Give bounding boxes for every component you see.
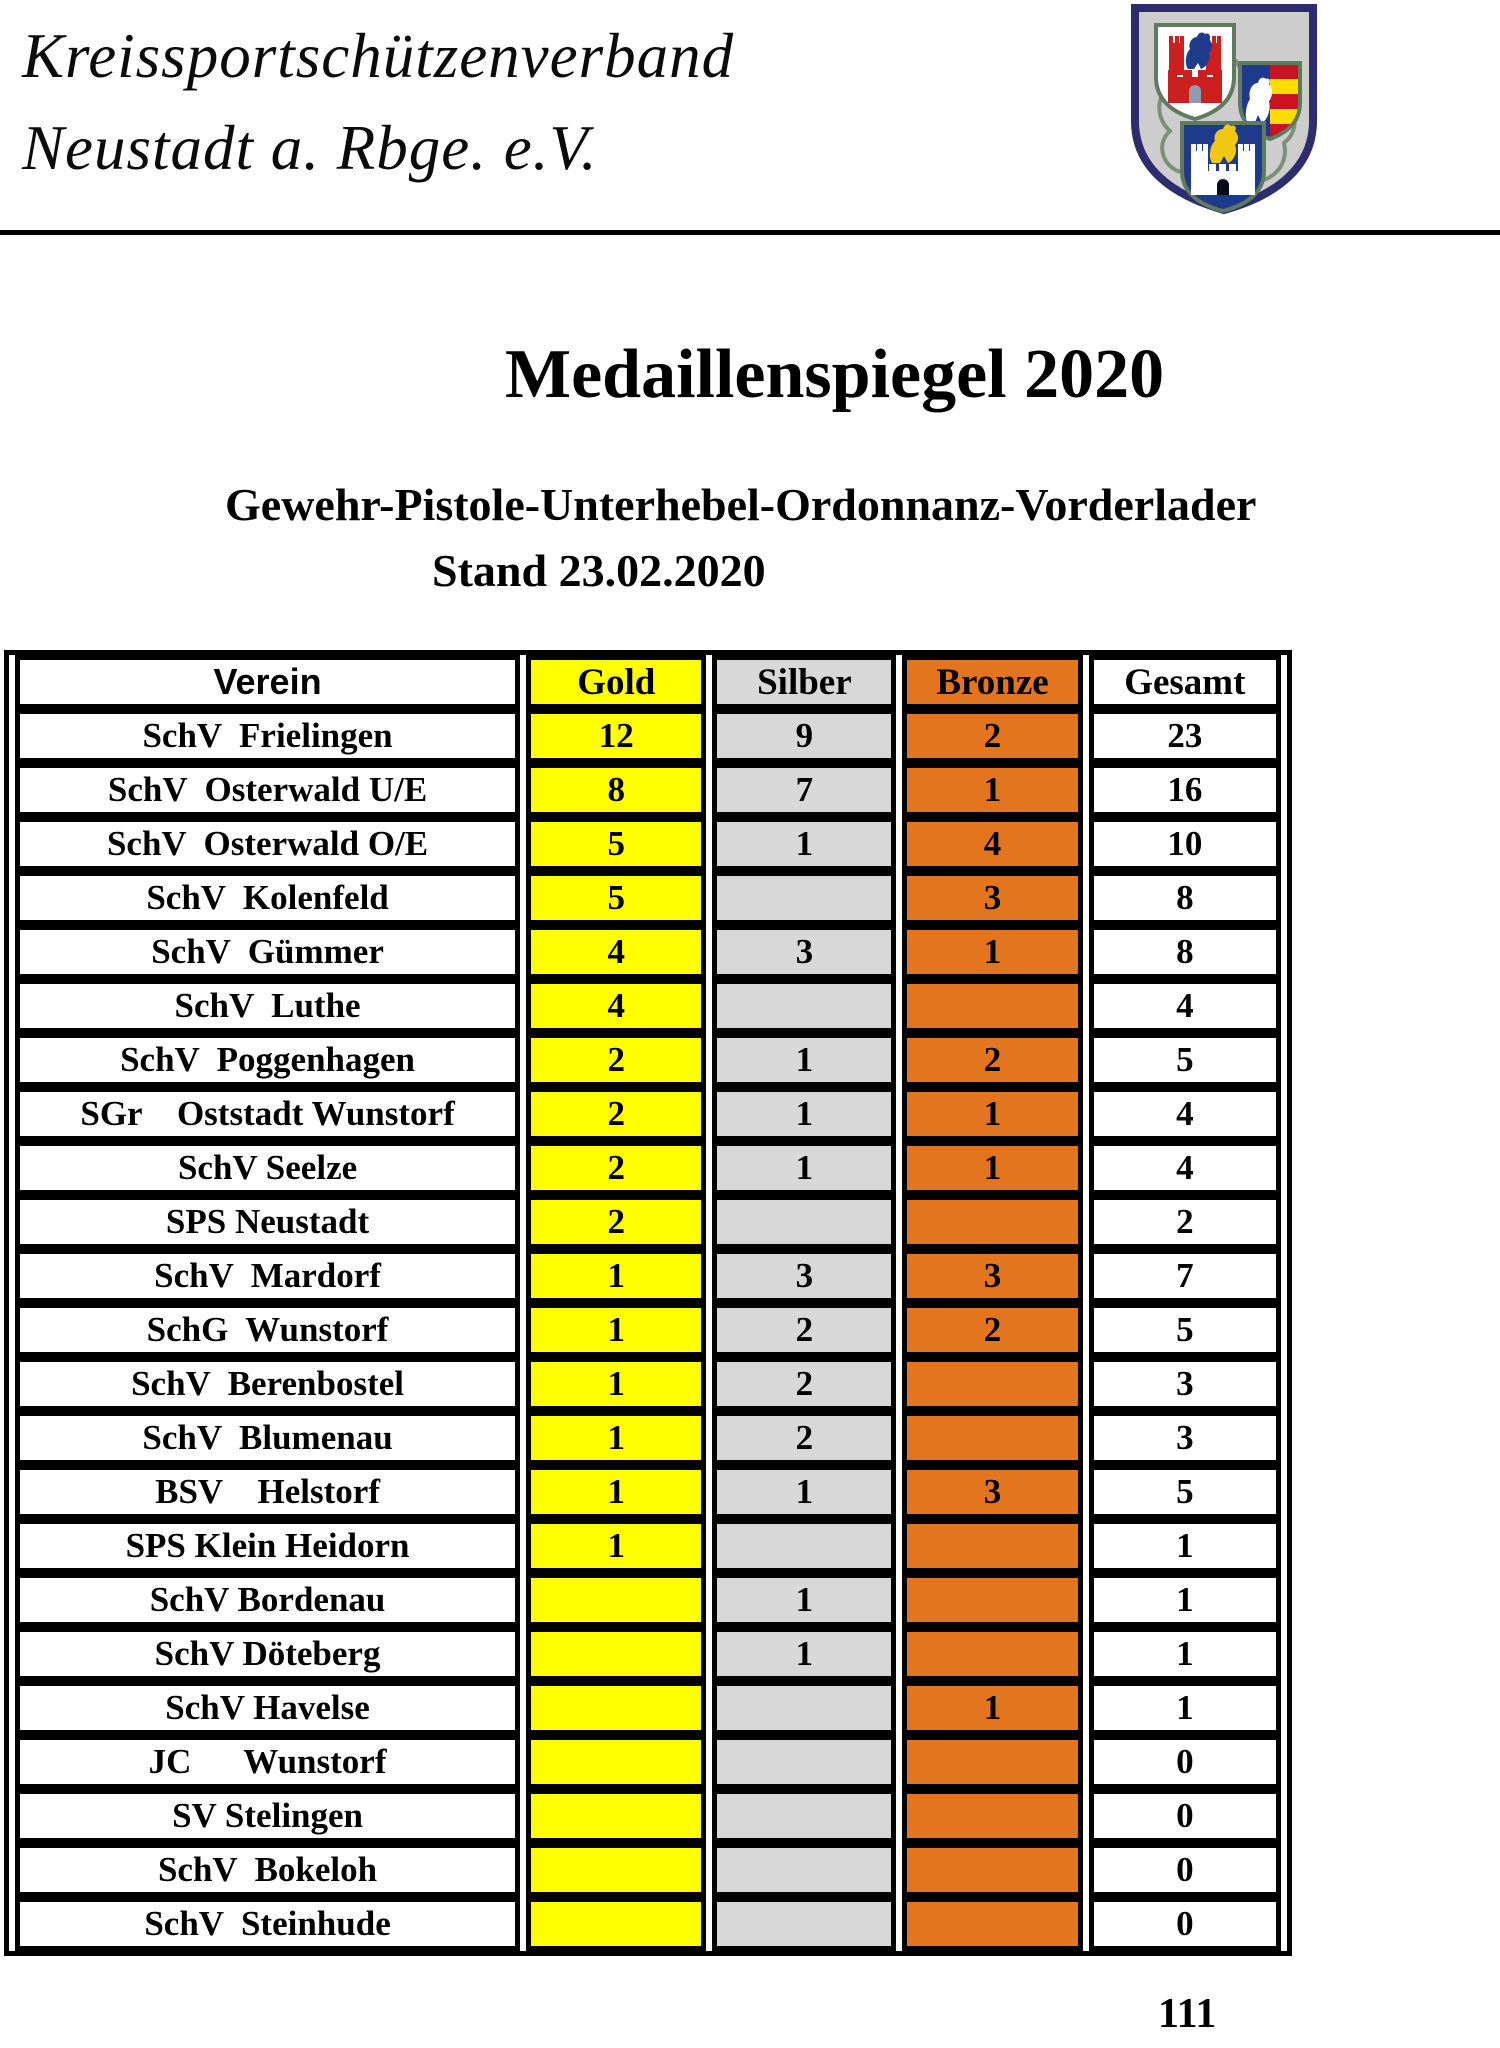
cell-gold: 4	[526, 979, 706, 1033]
medal-table-body	[15, 709, 1281, 1951]
cell-verein: SchV Luthe	[15, 979, 520, 1033]
cell-verein: SV Stelingen	[15, 1789, 520, 1843]
table-header-row	[15, 655, 1281, 709]
cell-silber: 1	[712, 1627, 896, 1681]
cell-bronze	[902, 1735, 1082, 1789]
cell-silber	[712, 1789, 896, 1843]
table-row	[15, 1573, 1281, 1627]
table-row	[15, 871, 1281, 925]
cell-gold: 1	[526, 1519, 706, 1573]
cell-gold	[526, 1897, 706, 1951]
cell-gold: 2	[526, 1033, 706, 1087]
cell-gesamt: 0	[1089, 1789, 1281, 1843]
cell-gold: 1	[526, 1303, 706, 1357]
organization-name-line1: Kreissportschützenverband	[22, 21, 735, 91]
cell-bronze	[902, 1519, 1082, 1573]
cell-bronze: 3	[902, 1465, 1082, 1519]
cell-verein: SchV Osterwald O/E	[15, 817, 520, 871]
cell-verein: SchV Osterwald U/E	[15, 763, 520, 817]
cell-verein: SchV Poggenhagen	[15, 1033, 520, 1087]
cell-silber: 1	[712, 1087, 896, 1141]
table-row	[15, 763, 1281, 817]
cell-bronze: 1	[902, 1141, 1082, 1195]
cell-gesamt: 8	[1089, 925, 1281, 979]
cell-bronze: 3	[902, 871, 1082, 925]
cell-gold: 5	[526, 817, 706, 871]
cell-gold: 4	[526, 925, 706, 979]
cell-silber: 3	[712, 1249, 896, 1303]
castle-gate	[1217, 179, 1229, 195]
cell-silber: 1	[712, 1465, 896, 1519]
table-row	[15, 1843, 1281, 1897]
column-header-silber: Silber	[712, 655, 896, 709]
cell-silber	[712, 1735, 896, 1789]
wunstorf-shield	[1182, 123, 1264, 211]
castle-door	[1189, 85, 1201, 103]
table-row	[15, 1141, 1281, 1195]
cell-verein: SchV Döteberg	[15, 1627, 520, 1681]
cell-bronze: 4	[902, 817, 1082, 871]
cell-gold: 2	[526, 1141, 706, 1195]
document-title: Medaillenspiegel 2020	[505, 336, 1165, 413]
cell-bronze: 2	[902, 1033, 1082, 1087]
cell-bronze: 1	[902, 1681, 1082, 1735]
cell-gold: 12	[526, 709, 706, 763]
table-row	[15, 1249, 1281, 1303]
cell-verein: SchV Frielingen	[15, 709, 520, 763]
cell-verein: JC Wunstorf	[15, 1735, 520, 1789]
cell-silber: 2	[712, 1303, 896, 1357]
cell-verein: SchV Havelse	[15, 1681, 520, 1735]
table-row	[15, 1303, 1281, 1357]
table-row	[15, 1465, 1281, 1519]
cell-gesamt: 23	[1089, 709, 1281, 763]
cell-gesamt: 1	[1089, 1627, 1281, 1681]
table-row	[15, 817, 1281, 871]
cell-silber	[712, 1843, 896, 1897]
cell-bronze	[902, 1843, 1082, 1897]
table-row	[15, 1789, 1281, 1843]
cell-gold	[526, 1627, 706, 1681]
cell-verein: SchV Gümmer	[15, 925, 520, 979]
cell-gold	[526, 1789, 706, 1843]
cell-silber: 2	[712, 1357, 896, 1411]
cell-silber	[712, 1195, 896, 1249]
cell-gesamt: 0	[1089, 1843, 1281, 1897]
table-row	[15, 1897, 1281, 1951]
header-divider	[0, 230, 1500, 235]
cell-bronze	[902, 1411, 1082, 1465]
cell-bronze	[902, 979, 1082, 1033]
table-row	[15, 1735, 1281, 1789]
cell-silber	[712, 1897, 896, 1951]
cell-silber: 7	[712, 763, 896, 817]
cell-silber: 1	[712, 1141, 896, 1195]
cell-gesamt: 7	[1089, 1249, 1281, 1303]
cell-bronze	[902, 1897, 1082, 1951]
cell-verein: SPS Neustadt	[15, 1195, 520, 1249]
cell-verein: SchV Berenbostel	[15, 1357, 520, 1411]
cell-gold: 2	[526, 1087, 706, 1141]
cell-bronze: 3	[902, 1249, 1082, 1303]
table-row	[15, 925, 1281, 979]
cell-verein: SchV Kolenfeld	[15, 871, 520, 925]
coat-of-arms-graphic	[1128, 3, 1320, 215]
cell-gesamt: 2	[1089, 1195, 1281, 1249]
column-header-bronze: Bronze	[902, 655, 1082, 709]
cell-gesamt: 1	[1089, 1681, 1281, 1735]
cell-silber: 2	[712, 1411, 896, 1465]
cell-bronze: 1	[902, 1087, 1082, 1141]
table-row	[15, 1681, 1281, 1735]
cell-verein: SchG Wunstorf	[15, 1303, 520, 1357]
cell-silber: 1	[712, 1573, 896, 1627]
cell-silber: 3	[712, 925, 896, 979]
cell-verein: SchV Seelze	[15, 1141, 520, 1195]
cell-bronze	[902, 1573, 1082, 1627]
cell-silber: 1	[712, 817, 896, 871]
cell-gold	[526, 1573, 706, 1627]
cell-gesamt: 3	[1089, 1411, 1281, 1465]
cell-gesamt: 5	[1089, 1465, 1281, 1519]
organization-name-line2: Neustadt a. Rbge. e.V.	[22, 113, 598, 183]
cell-gold	[526, 1681, 706, 1735]
cell-verein: SchV Bokeloh	[15, 1843, 520, 1897]
cell-bronze: 1	[902, 925, 1082, 979]
cell-bronze	[902, 1789, 1082, 1843]
cell-gold	[526, 1843, 706, 1897]
cell-gold: 5	[526, 871, 706, 925]
coat-of-arms	[1128, 3, 1320, 215]
cell-gold: 1	[526, 1249, 706, 1303]
column-header-gold: Gold	[526, 655, 706, 709]
cell-gesamt: 1	[1089, 1573, 1281, 1627]
document-subtitle-disciplines: Gewehr-Pistole-Unterhebel-Ordonnanz-Vorderlader	[225, 479, 1257, 530]
total-medal-count: 111	[1158, 1991, 1217, 2037]
cell-bronze: 2	[902, 709, 1082, 763]
cell-verein: SchV Mardorf	[15, 1249, 520, 1303]
cell-gold: 8	[526, 763, 706, 817]
cell-silber	[712, 1681, 896, 1735]
table-row	[15, 1195, 1281, 1249]
table-row	[15, 1033, 1281, 1087]
cell-verein: SPS Klein Heidorn	[15, 1519, 520, 1573]
cell-verein: BSV Helstorf	[15, 1465, 520, 1519]
table-row	[15, 1087, 1281, 1141]
cell-gesamt: 5	[1089, 1033, 1281, 1087]
table-row	[15, 709, 1281, 763]
table-row	[15, 1519, 1281, 1573]
cell-gesamt: 0	[1089, 1735, 1281, 1789]
cell-gold	[526, 1735, 706, 1789]
cell-verein: SGr Oststadt Wunstorf	[15, 1087, 520, 1141]
table-row	[15, 1411, 1281, 1465]
cell-gold: 2	[526, 1195, 706, 1249]
cell-gold: 1	[526, 1411, 706, 1465]
cell-silber	[712, 979, 896, 1033]
cell-silber: 9	[712, 709, 896, 763]
cell-bronze	[902, 1627, 1082, 1681]
cell-bronze	[902, 1357, 1082, 1411]
cell-silber	[712, 1519, 896, 1573]
column-header-gesamt: Gesamt	[1089, 655, 1281, 709]
cell-gesamt: 5	[1089, 1303, 1281, 1357]
cell-verein: SchV Steinhude	[15, 1897, 520, 1951]
document-subtitle-date: Stand 23.02.2020	[432, 545, 766, 596]
cell-gesamt: 16	[1089, 763, 1281, 817]
medal-table	[4, 650, 1292, 1956]
cell-bronze: 2	[902, 1303, 1082, 1357]
cell-gesamt: 1	[1089, 1519, 1281, 1573]
cell-gesamt: 10	[1089, 817, 1281, 871]
organization-name	[22, 10, 734, 194]
cell-verein: SchV Bordenau	[15, 1573, 520, 1627]
cell-silber: 1	[712, 1033, 896, 1087]
cell-gesamt: 4	[1089, 1087, 1281, 1141]
cell-gesamt: 4	[1089, 1141, 1281, 1195]
cell-gesamt: 0	[1089, 1897, 1281, 1951]
table-row	[15, 1627, 1281, 1681]
cell-gold: 1	[526, 1465, 706, 1519]
cell-gesamt: 3	[1089, 1357, 1281, 1411]
table-row	[15, 979, 1281, 1033]
cell-bronze: 1	[902, 763, 1082, 817]
cell-verein: SchV Blumenau	[15, 1411, 520, 1465]
cell-gesamt: 4	[1089, 979, 1281, 1033]
column-header-verein: Verein	[15, 655, 520, 709]
cell-silber	[712, 871, 896, 925]
neustadt-shield	[1156, 25, 1234, 119]
cell-gesamt: 8	[1089, 871, 1281, 925]
table-row	[15, 1357, 1281, 1411]
cell-bronze	[902, 1195, 1082, 1249]
cell-gold: 1	[526, 1357, 706, 1411]
